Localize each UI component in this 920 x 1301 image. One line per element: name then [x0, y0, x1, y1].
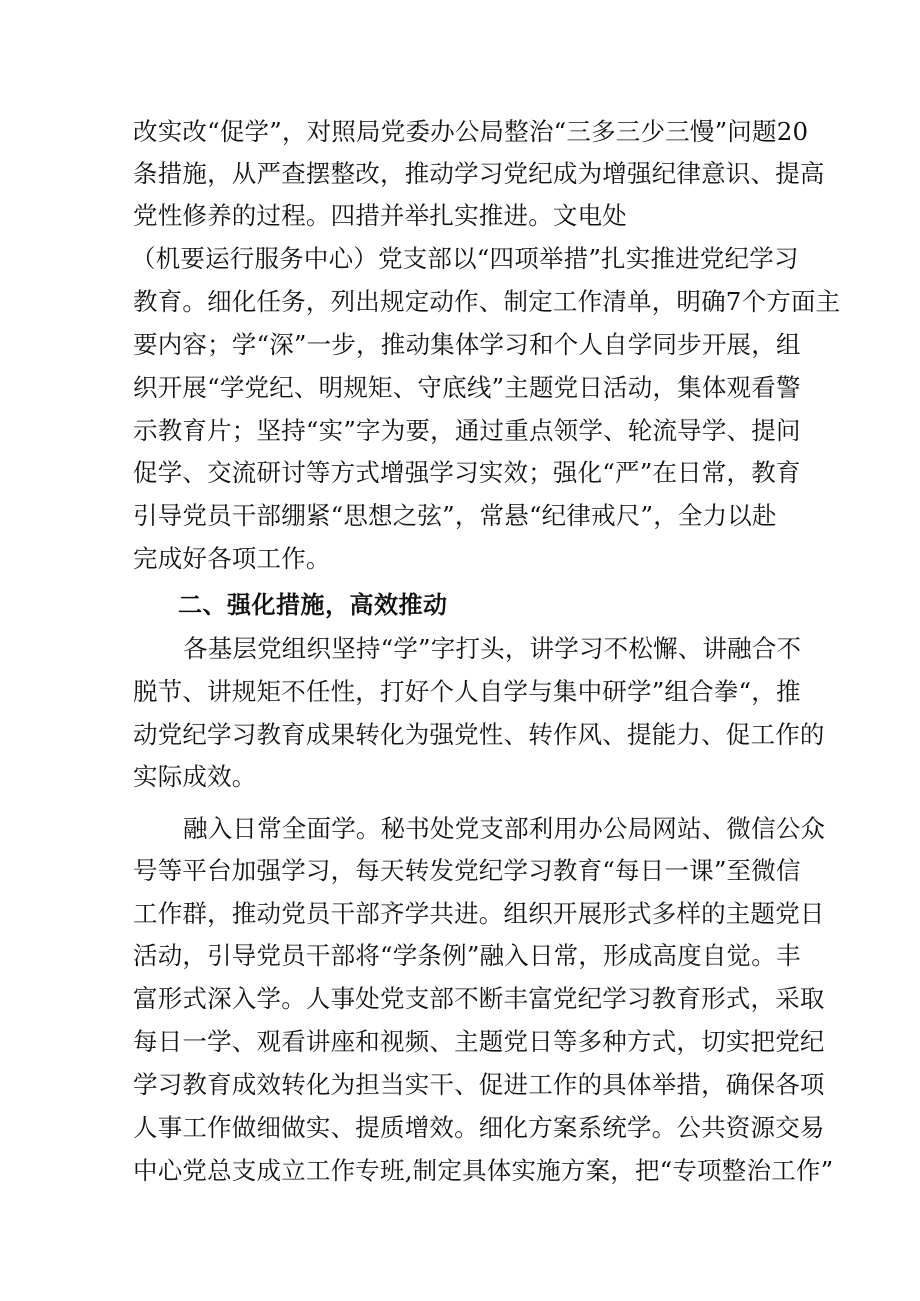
section-heading: 二、强化措施，高效推动	[178, 591, 448, 619]
paragraph-line: 脱节、讲规矩不任性，打好个人自学与集中研学”组合拳“，推	[133, 677, 801, 706]
paragraph-line: 人事工作做细做实、提质增效。细化方案系统学。公共资源交易	[133, 1113, 825, 1142]
paragraph-line: 促学、交流研讨等方式增强学习实效；强化“严”在日常，教育	[133, 458, 801, 487]
paragraph-line: 实际成效。	[133, 762, 257, 791]
paragraph-line: 教育。细化任务，列出规定动作、制定工作清单，明确7个方面主	[133, 287, 841, 316]
paragraph-line: 条措施，从严查摆整改，推动学习党纪成为增强纪律意识、提高	[133, 159, 825, 188]
paragraph-line: 号等平台加强学习，每天转发党纪学习教育“每日一课”至微信	[133, 856, 801, 885]
paragraph-line: 学习教育成效转化为担当实干、促进工作的具体举措，确保各项	[133, 1070, 825, 1099]
paragraph-line: 融入日常全面学。秘书处党支部利用办公局网站、微信公众	[183, 814, 826, 843]
paragraph-line: 动党纪学习教育成果转化为强党性、转作风、提能力、促工作的	[133, 720, 825, 749]
paragraph-line: 党性修养的过程。四措并举扎实推进。文电处	[133, 201, 627, 230]
paragraph-line: 要内容；学“深”一步，推动集体学习和个人自学同步开展，组	[133, 330, 801, 359]
paragraph-line: 每日一学、观看讲座和视频、主题党日等多种方式，切实把党纪	[133, 1027, 825, 1056]
paragraph-line: 改实改“促学”，对照局党委办公局整治“三多三少三慢”问题20	[133, 117, 809, 146]
paragraph-line: 示教育片；坚持“实”字为要，通过重点领学、轮流导学、提问	[133, 416, 801, 445]
paragraph-line: 中心党总支成立工作专班,制定具体实施方案，把“专项整治工作”	[133, 1156, 834, 1185]
paragraph-line: （机要运行服务中心）党支部以“四项举措”扎实推进党纪学习	[131, 244, 799, 273]
paragraph-line: 工作群，推动党员干部齐学共进。组织开展形式多样的主题党日	[133, 899, 825, 928]
paragraph-line: 完成好各项工作。	[133, 544, 331, 573]
paragraph-line: 织开展“学党纪、明规矩、守底线”主题党日活动，集体观看警	[133, 373, 801, 402]
paragraph-line: 活动，引导党员干部将“学条例”融入日常，形成高度自觉。丰	[133, 941, 801, 970]
paragraph-line: 富形式深入学。人事处党支部不断丰富党纪学习教育形式，采取	[133, 984, 825, 1013]
paragraph-line: 引导党员干部绷紧“思想之弦”，常悬“纪律戒尺”，全力以赴	[133, 501, 777, 530]
paragraph-line: 各基层党组织坚持“学”字打头，讲学习不松懈、讲融合不	[183, 634, 802, 663]
